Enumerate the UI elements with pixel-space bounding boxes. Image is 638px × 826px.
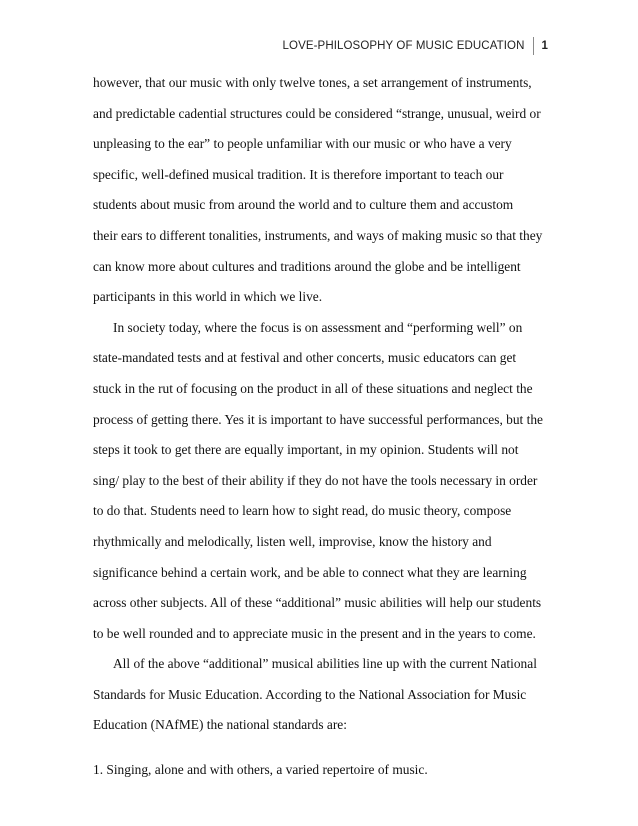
page-header: [283, 37, 548, 55]
text-line: rhythmically and melodically, listen well, improvise, know the history and: [93, 533, 492, 549]
text-line: their ears to different tonalities, instruments, and ways of making music so that they: [93, 227, 543, 243]
text-line: participants in this world in which we live.: [93, 289, 323, 305]
text-line: to be well rounded and to appreciate music in the present and in the years to come.: [93, 625, 536, 641]
paragraph-1: [93, 68, 553, 313]
paragraph-2: [93, 313, 553, 650]
page-number: 1: [541, 40, 548, 52]
text-line: however, that our music with only twelve tones, a set arrangement of instruments,: [93, 75, 532, 90]
text-line: can know more about cultures and traditions around the globe and be intelligent: [93, 258, 521, 274]
text-line: Standards for Music Education. According to the National Association for Music: [93, 686, 527, 702]
text-line: process of getting there. Yes it is important to have successful performances, but the: [93, 411, 543, 427]
text-line: All of the above “additional” musical abilities line up with the current National: [113, 656, 537, 672]
text-line: Education (NAfME) the national standards are:: [93, 717, 347, 733]
header-divider: [533, 37, 534, 55]
paragraph-3: [93, 649, 553, 741]
text-line: across other subjects. All of these “additional” music abilities will help our students: [93, 595, 542, 611]
text-line: significance behind a certain work, and be able to connect what they are learning: [93, 564, 527, 580]
document-body: [93, 68, 553, 786]
text-line: sing/ play to the best of their ability if they do not have the tools necessary in order: [93, 472, 538, 488]
text-line: specific, well-defined musical tradition. It is therefore important to teach our: [93, 166, 504, 182]
text-line: unpleasing to the ear” to people unfamiliar with our music or who have a very: [93, 136, 512, 152]
running-head-title: LOVE-PHILOSOPHY OF MUSIC EDUCATION: [282, 40, 525, 52]
text-line: and predictable cadential structures could be considered “strange, unusual, weird or: [93, 105, 541, 121]
text-line: steps it took to get there are equally important, in my opinion. Students will not: [93, 442, 519, 458]
text-line: In society today, where the focus is on assessment and “performing well” on: [113, 319, 523, 335]
list-item: 1. Singing, alone and with others, a varied repertoire of music.: [93, 762, 428, 778]
text-line: state-mandated tests and at festival and other concerts, music educators can get: [93, 350, 517, 366]
text-line: stuck in the rut of focusing on the product in all of these situations and neglect the: [93, 380, 533, 396]
text-line: to do that. Students need to learn how to sight read, do music theory, compose: [93, 503, 512, 519]
standards-list: [93, 755, 553, 786]
text-line: students about music from around the world and to culture them and accustom: [93, 197, 514, 213]
